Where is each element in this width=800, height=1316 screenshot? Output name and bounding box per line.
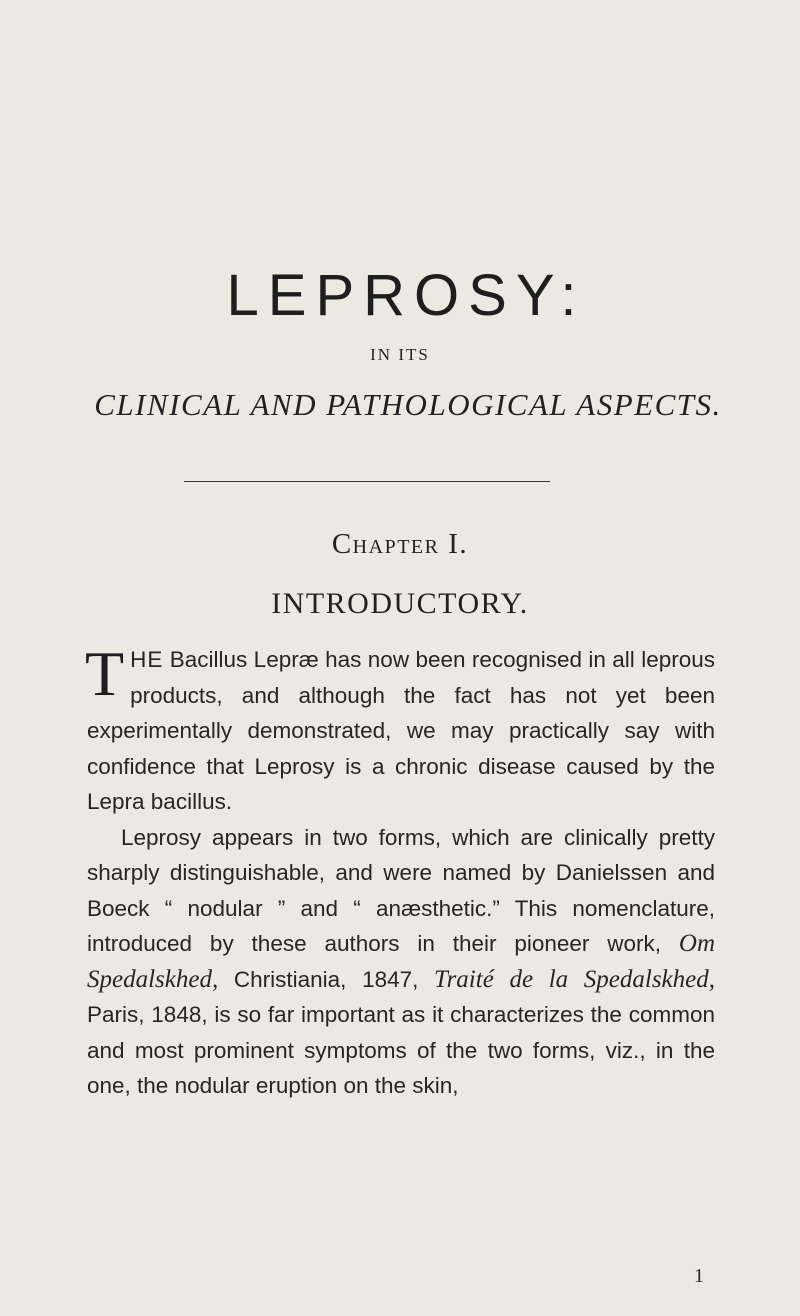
work-title-french: Traité de la Spedalskhed,: [434, 965, 716, 993]
paragraph-2: [87, 820, 715, 1104]
paragraph-2-text-b: Christiania, 1847,: [218, 966, 435, 992]
paragraph-1: [85, 638, 715, 820]
book-subtitle: CLINICAL AND PATHOLOGICAL ASPECTS.: [94, 387, 722, 422]
page-number: 1: [694, 1265, 704, 1287]
chapter-number: Chapter I.: [331, 528, 469, 560]
book-title: LEPROSY:: [226, 263, 586, 328]
paragraph-1-text: Bacillus Lepræ has now been recognised in all leprous products, and although the fact has not yet been experimentally demonstrated, we may practically say with confidence that Leprosy is a chronic disease caused by the Lepra bacillus.: [87, 647, 715, 814]
title-rule: [184, 481, 550, 482]
drop-cap: T: [85, 638, 125, 709]
work-title-norwegian: Om Spedalskhed,: [87, 930, 715, 993]
subtitle-connector: IN ITS: [370, 345, 430, 364]
body-text: [85, 638, 716, 1104]
paragraph-2-text-c: Paris, 1848, is so far important as it characterizes the common and most prominent symptoms of the two forms, viz., in the one, the nodular eruption on the skin,: [87, 1002, 715, 1098]
chapter-heading: INTRODUCTORY.: [271, 587, 529, 620]
first-word-caps: HE: [130, 647, 164, 672]
paragraph-2-text-a: Leprosy appears in two forms, which are clinically pretty sharply distinguishable, and were named by Danielssen and Boeck “ nodular ” and “ anæsthetic.” This nomenclature, introduced by these authors in their pioneer work,: [87, 824, 715, 956]
